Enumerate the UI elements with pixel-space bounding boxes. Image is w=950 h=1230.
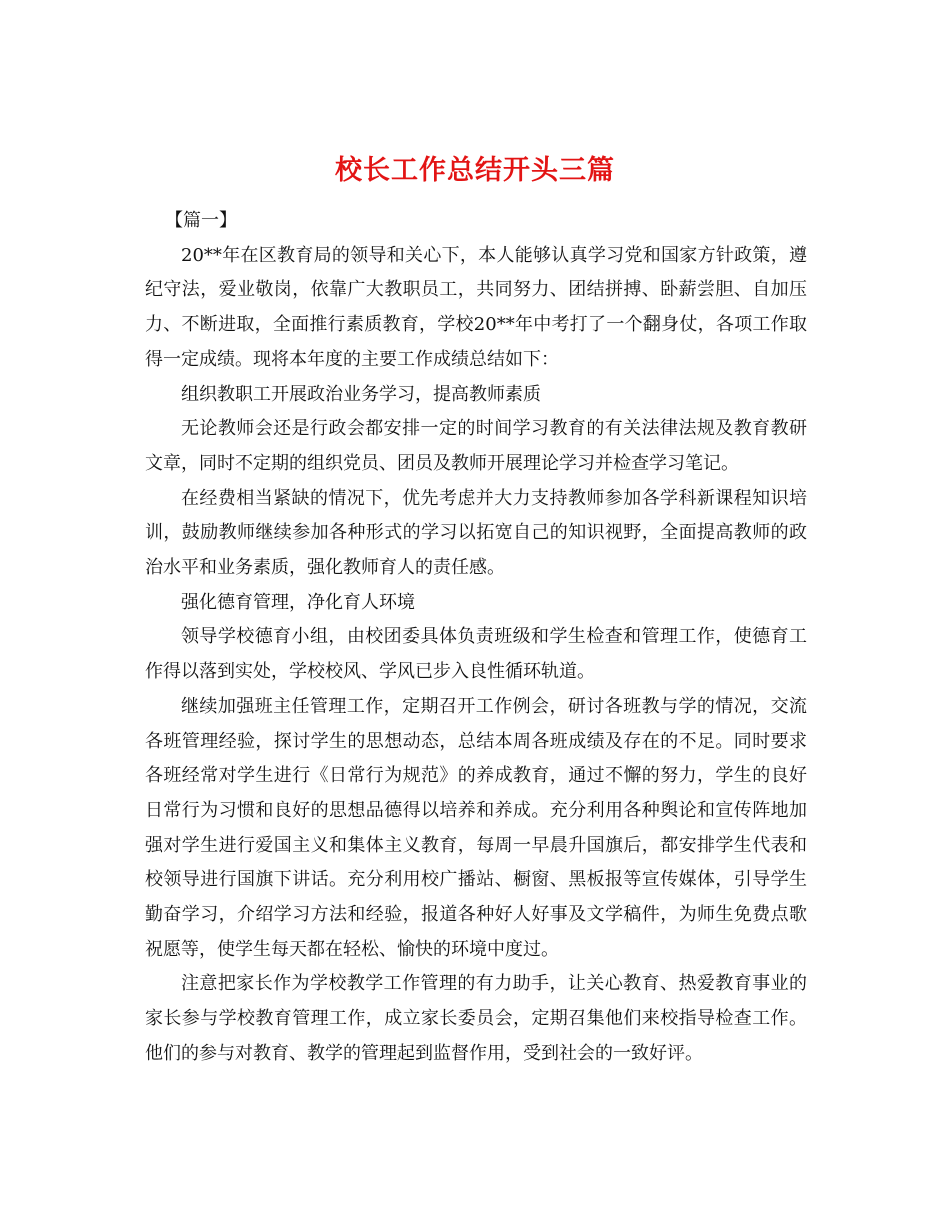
paragraph-training: 在经费相当紧缺的情况下，优先考虑并大力支持教师参加各学科新课程知识培训，鼓励教师继续参加各种形式的学习以拓宽自己的知识视野，全面提高教师的政治水平和业务素质，强化教师育人的责任感。 (145, 487, 807, 579)
paragraph-class-management: 继续加强班主任管理工作，定期召开工作例会，研讨各班教与学的情况，交流各班管理经验，探讨学生的思想动态，总结本周各班成绩及存在的不足。同时要求各班经常对学生进行《日常行为规范》的养成教育，通过不懈的努力，学生的良好日常行为习惯和良好的思想品德得以培养和养成。充分利用各种舆论和宣传阵地加强对学生进行爱国主义和集体主义教育，每周一早晨升国旗后，都安排学生代表和校领导进行国旗下讲话。充分利用校广播站、橱窗、黑板报等宣传媒体，引导学生勤奋学习，介绍学习方法和经验，报道各种好人好事及文学稿件，为师生免费点歌祝愿等，使学生每天都在轻松、愉快的环境中度过。 (145, 695, 807, 960)
section-label: 【篇一】 (165, 210, 237, 231)
document-title: 校长工作总结开头三篇 (335, 155, 615, 187)
heading-moral-education: 强化德育管理，净化育人环境 (181, 591, 415, 613)
paragraph-moral-group: 领导学校德育小组，由校团委具体负责班级和学生检查和管理工作，使德育工作得以落到实处，学校校风、学风已步入良性循环轨道。 (145, 626, 807, 683)
document-body (145, 204, 807, 1072)
heading-study: 组织教职工开展政治业务学习，提高教师素质 (181, 383, 541, 405)
paragraph-parents: 注意把家长作为学校教学工作管理的有力助手，让关心教育、热爱教育事业的家长参与学校教育管理工作，成立家长委员会，定期召集他们来校指导检查工作。他们的参与对教育、教学的管理起到监督作用，受到社会的一致好评。 (145, 973, 807, 1064)
paragraph-study-meetings: 无论教师会还是行政会都安排一定的时间学习教育的有关法律法规及教育教研文章，同时不定期的组织党员、团员及教师开展理论学习并检查学习笔记。 (145, 418, 807, 474)
paragraph-intro: 20**年在区教育局的领导和关心下，本人能够认真学习党和国家方针政策，遵纪守法，爱业敬岗，依靠广大教职员工，共同努力、团结拼搏、卧薪尝胆、自加压力、不断进取，全面推行素质教育，学校20**年中考打了一个翻身仗，各项工作取得一定成绩。现将本年度的主要工作成绩总结如下： (145, 244, 807, 370)
